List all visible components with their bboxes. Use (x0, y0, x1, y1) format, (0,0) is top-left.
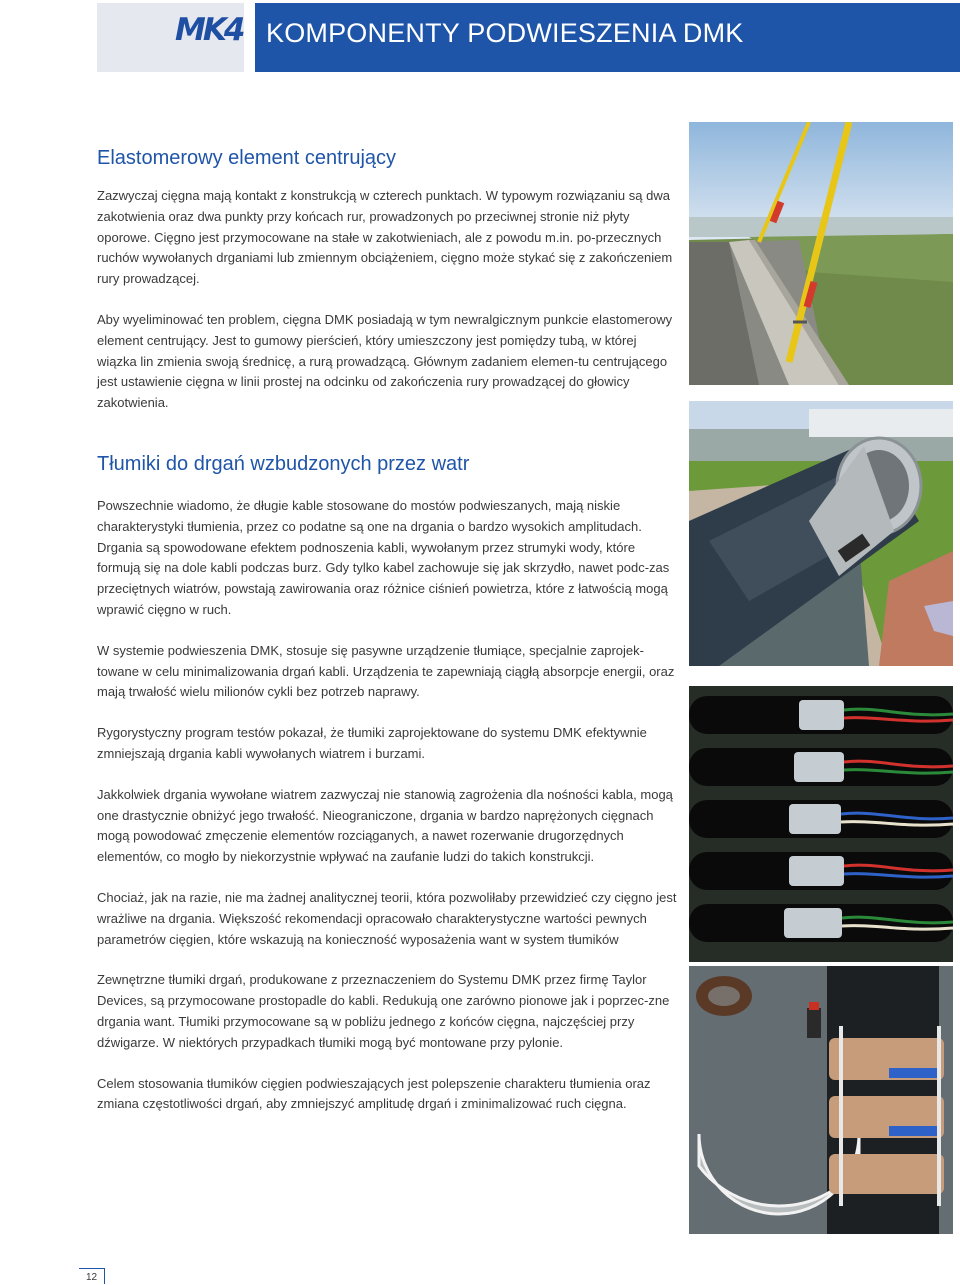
paragraph: Celem stosowania tłumików cięgien podwieszających jest polepszenie charakteru tłumienia oraz zmiana częstotliwości drgań, aby zmniejszyć amplitudę drgań i zminimalizować ruch cięgna. (97, 1075, 651, 1112)
paragraph: Jakkolwiek drgania wywołane wiatrem zazwyczaj nie stanowią zagrożenia dla nośności kabla, mogą one drastycznie obniżyć jego trwałość. Nieograniczone, drgania w bardzo naprężonych cięgnach mogą powodować zmęczenie elementów rozciąganych, a nawet rozerwanie drugorzędnych elementów, co mogło by niekorzystnie wpływać na zaufanie ludzi do takich konstrukcji. (97, 786, 673, 865)
paragraph: Zewnętrzne tłumiki drgań, produkowane z przeznaczeniem do Systemu DMK przez firmę Taylor Devices, są przymocowane prostopadle do kabli. Redukują one zarówno pionowe jak i poprzec-zne drgania want. Tłumiki przymocowane są w pobliżu jednego z końców cięgna, najczęściej przy dźwigarze. W niektórych przypadkach tłumiki mogą być montowane przy pylonie. (97, 972, 670, 1050)
section-title: Elastomerowy element centrujący (97, 147, 397, 169)
photo-guide-pipe (689, 401, 953, 666)
paragraph: Powszechnie wiadomo, że długie kable stosowane do mostów podwieszanych, mają niskie charakterystyki tłumienia, przez co podatne są one na drgania o bardzo wysokich amplitudach. Drgania są spowodowane efektem podnoszenia kabli, wywołanym przez strumyki wody, które formują się na dole kabli podczas burz. Gdy tylko kabel zachowuje się jak skrzydło, nawet podc-zas przeciętnych wiatrów, powstają zawirowania oraz różnice ciśnień powietrza, które z łatwością mogą wprawić cięgno w ruch. (97, 497, 670, 617)
section-centering-element (97, 144, 677, 414)
company-logo: MK4 (175, 12, 243, 48)
section-title: Tłumiki do drgań wzbudzonych przez watr (97, 452, 470, 475)
page-number: 12 (79, 1268, 105, 1284)
paragraph: Zazwyczaj cięgna mają kontakt z konstrukcją w czterech punktach. W typowym rozwiązaniu są dwa zakotwienia oraz dwa punkty przy końcach rur, prowadzonych po przeciwnej stronie niż płyty oporowe. Cięgno jest przymocowane na stałe w zakotwieniach, ale z powodu m.in. po-przecznych ruchów wywołanych drganiami lub zmiennym obciążeniem, cięgno może stykać się z zakończeniem rury prowadzącej. (97, 188, 673, 287)
header-bar (255, 3, 960, 72)
section-dampers (97, 450, 677, 1115)
photo-cable-bundles (689, 686, 953, 962)
photo-bridge-dampers (689, 122, 953, 385)
paragraph: Aby wyeliminować ten problem, cięgna DMK posiadają w tym newralgicznym punkcie elastomerowy element centrujący. Jest to gumowy pierścień, który umieszczony jest pomiędzy tubą, w której wiązka lin zmienia swoją średnicę, a rurą prowadzącą. Głównym zadaniem elemen-tu centrującego jest ustawienie cięgna w linii prostej na odcinku od zakończenia rury prowadzącej do głowicy zakotwienia. (97, 311, 673, 411)
main-content (97, 144, 677, 1135)
paragraph: W systemie podwieszenia DMK, stosuje się pasywne urządzenie tłumiące, specjalnie zaprojek-towane w celu minimalizowania drgań kabli. Urządzenia te zapewniają ciągłą absorpcje energii, oraz mają trwałość wielu milionów cykli bez potrzeb naprawy. (97, 642, 675, 700)
photo-damper-sleeve (689, 966, 953, 1234)
page-title: KOMPONENTY PODWIESZENIA DMK (266, 18, 744, 48)
paragraph: Chociaż, jak na razie, nie ma żadnej analitycznej teorii, która pozwoliłaby przewidzieć czy cięgno jest wrażliwe na drgania. Większość rekomendacji opracowało charakterystyczne wartości pewnych parametrów cięgien, które wskazują na konieczność wyposażenia want w system tłumików (97, 889, 677, 947)
logo-box (97, 3, 244, 72)
paragraph: Rygorystyczny program testów pokazał, że tłumiki zaprojektowane do systemu DMK efektywnie zmniejszają drgania kabli wywołanych wiatrem i burzami. (97, 725, 647, 761)
